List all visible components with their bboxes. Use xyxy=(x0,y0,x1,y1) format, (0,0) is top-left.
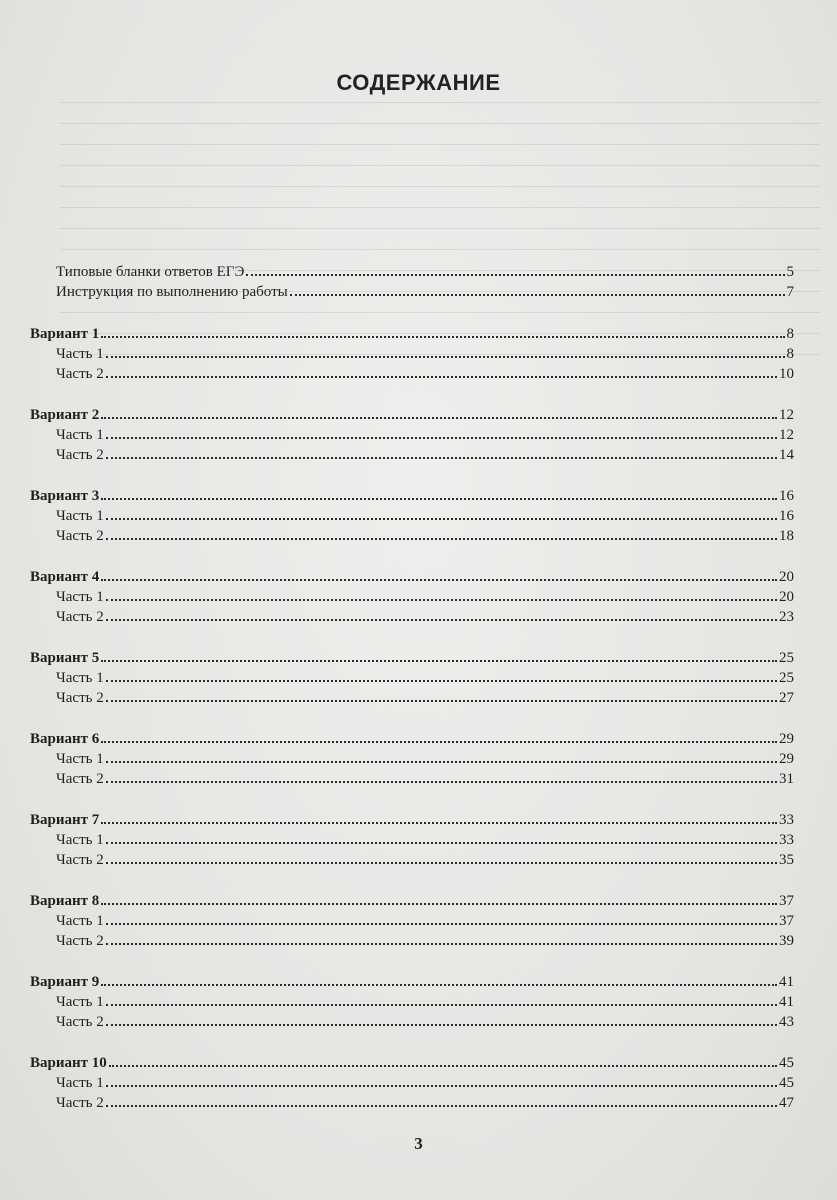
dot-leader xyxy=(106,1105,777,1107)
dot-leader xyxy=(106,943,777,945)
toc-entry-label: Часть 1 xyxy=(56,751,104,767)
toc-entry-page: 18 xyxy=(779,528,794,544)
dot-leader xyxy=(106,538,777,540)
toc-entry-part[interactable] xyxy=(30,425,794,445)
section-gap xyxy=(30,302,794,324)
dot-leader xyxy=(101,822,777,824)
toc-entry-label: Часть 1 xyxy=(56,994,104,1010)
dot-leader xyxy=(101,903,777,905)
toc-entry-label: Часть 2 xyxy=(56,771,104,787)
toc-entry-part[interactable] xyxy=(30,688,794,708)
toc-entry-page: 47 xyxy=(779,1095,794,1111)
toc-entry-page: 29 xyxy=(779,731,794,747)
section-gap xyxy=(30,951,794,972)
toc-entry-part[interactable] xyxy=(30,1012,794,1032)
toc-entry-label: Часть 1 xyxy=(56,346,104,362)
toc-entry-page: 10 xyxy=(779,366,794,382)
dot-leader xyxy=(106,457,777,459)
toc-entry-page: 41 xyxy=(779,994,794,1010)
dot-leader xyxy=(106,437,777,439)
section-gap xyxy=(30,789,794,810)
dot-leader xyxy=(106,923,777,925)
toc-entry-label: Часть 1 xyxy=(56,832,104,848)
toc-entry-label: Часть 1 xyxy=(56,1075,104,1091)
toc-entry-variant[interactable] xyxy=(30,972,794,992)
toc-entry-variant[interactable] xyxy=(30,486,794,506)
toc-entry-page: 25 xyxy=(779,650,794,666)
toc-entry-page: 29 xyxy=(779,751,794,767)
toc-entry-part[interactable] xyxy=(30,850,794,870)
toc-entry-label: Вариант 9 xyxy=(30,974,100,990)
toc-entry-part[interactable] xyxy=(30,992,794,1012)
toc-entry-page: 43 xyxy=(779,1014,794,1030)
toc-entry-label: Вариант 4 xyxy=(30,569,100,585)
dot-leader xyxy=(101,498,777,500)
dot-leader xyxy=(106,680,777,682)
toc-entry-part[interactable] xyxy=(30,506,794,526)
dot-leader xyxy=(106,842,777,844)
toc-entry-variant[interactable] xyxy=(30,1053,794,1073)
variants-list xyxy=(30,302,794,1113)
toc-entry-page: 25 xyxy=(779,670,794,686)
toc-entry-page: 33 xyxy=(779,832,794,848)
toc-entry-label: Часть 2 xyxy=(56,609,104,625)
toc-entry-part[interactable] xyxy=(30,445,794,465)
toc-entry-part[interactable] xyxy=(30,668,794,688)
dot-leader xyxy=(101,417,777,419)
dot-leader xyxy=(106,376,777,378)
toc-entry-label: Часть 2 xyxy=(56,1014,104,1030)
toc-entry-label: Часть 1 xyxy=(56,913,104,929)
toc-entry-page: 45 xyxy=(779,1055,794,1071)
toc-entry-page: 45 xyxy=(779,1075,794,1091)
dot-leader xyxy=(106,599,777,601)
toc-entry-label: Часть 2 xyxy=(56,1095,104,1111)
toc-entry-label: Вариант 1 xyxy=(30,326,100,342)
toc-entry-label: Часть 2 xyxy=(56,690,104,706)
toc-entry-label: Вариант 5 xyxy=(30,650,100,666)
toc-entry-part[interactable] xyxy=(30,364,794,384)
toc-entry-label: Типовые бланки ответов ЕГЭ xyxy=(56,264,245,280)
toc-entry-label: Вариант 6 xyxy=(30,731,100,747)
dot-leader xyxy=(106,518,777,520)
toc-entry-part[interactable] xyxy=(30,526,794,546)
toc-entry-variant[interactable] xyxy=(30,891,794,911)
toc-entry-instructions[interactable] xyxy=(30,282,794,302)
toc-entry-page: 20 xyxy=(779,569,794,585)
section-gap xyxy=(30,870,794,891)
toc-entry-label: Часть 2 xyxy=(56,528,104,544)
dot-leader xyxy=(106,1024,777,1026)
toc-entry-page: 33 xyxy=(779,812,794,828)
dot-leader xyxy=(106,700,777,702)
toc-entry-answer-forms[interactable] xyxy=(30,262,794,282)
toc-entry-part[interactable] xyxy=(30,911,794,931)
toc-entry-label: Часть 1 xyxy=(56,508,104,524)
dot-leader xyxy=(106,619,777,621)
dot-leader xyxy=(246,274,784,276)
dot-leader xyxy=(106,1085,777,1087)
toc-entry-variant[interactable] xyxy=(30,324,794,344)
dot-leader xyxy=(106,1004,777,1006)
toc-entry-variant[interactable] xyxy=(30,810,794,830)
toc-entry-page: 16 xyxy=(779,488,794,504)
toc-entry-label: Вариант 8 xyxy=(30,893,100,909)
toc-entry-page: 5 xyxy=(786,264,794,280)
section-gap xyxy=(30,546,794,567)
dot-leader xyxy=(109,1065,777,1067)
section-gap xyxy=(30,384,794,405)
page-number: 3 xyxy=(414,1134,423,1153)
dot-leader xyxy=(106,761,777,763)
toc-entry-page: 41 xyxy=(779,974,794,990)
table-of-contents xyxy=(30,262,794,1113)
dot-leader xyxy=(101,336,784,338)
page-title: СОДЕРЖАНИЕ xyxy=(336,70,501,95)
toc-entry-label: Вариант 3 xyxy=(30,488,100,504)
toc-entry-page: 12 xyxy=(779,427,794,443)
toc-entry-page: 27 xyxy=(779,690,794,706)
toc-entry-variant[interactable] xyxy=(30,729,794,749)
dot-leader xyxy=(106,862,777,864)
toc-entry-page: 12 xyxy=(779,407,794,423)
toc-entry-label: Часть 2 xyxy=(56,852,104,868)
toc-entry-page: 31 xyxy=(779,771,794,787)
dot-leader xyxy=(106,356,785,358)
toc-entry-label: Часть 1 xyxy=(56,589,104,605)
dot-leader xyxy=(290,294,785,296)
toc-entry-label: Часть 1 xyxy=(56,670,104,686)
toc-entry-variant[interactable] xyxy=(30,405,794,425)
toc-entry-label: Вариант 10 xyxy=(30,1055,107,1071)
section-gap xyxy=(30,627,794,648)
toc-entry-page: 35 xyxy=(779,852,794,868)
toc-entry-page: 23 xyxy=(779,609,794,625)
toc-entry-part[interactable] xyxy=(30,769,794,789)
toc-entry-page: 16 xyxy=(779,508,794,524)
toc-entry-page: 8 xyxy=(786,346,794,362)
dot-leader xyxy=(101,741,777,743)
toc-entry-part[interactable] xyxy=(30,344,794,364)
toc-entry-page: 7 xyxy=(786,284,794,300)
toc-entry-label: Вариант 7 xyxy=(30,812,100,828)
toc-entry-part[interactable] xyxy=(30,607,794,627)
dot-leader xyxy=(101,984,777,986)
dot-leader xyxy=(101,660,777,662)
toc-entry-part[interactable] xyxy=(30,1093,794,1113)
toc-entry-page: 8 xyxy=(786,326,794,342)
section-gap xyxy=(30,708,794,729)
section-gap xyxy=(30,1032,794,1053)
toc-entry-page: 39 xyxy=(779,933,794,949)
toc-entry-variant[interactable] xyxy=(30,567,794,587)
toc-entry-label: Вариант 2 xyxy=(30,407,100,423)
toc-entry-page: 37 xyxy=(779,913,794,929)
toc-entry-page: 37 xyxy=(779,893,794,909)
section-gap xyxy=(30,465,794,486)
dot-leader xyxy=(101,579,777,581)
toc-entry-page: 20 xyxy=(779,589,794,605)
toc-entry-label: Часть 2 xyxy=(56,447,104,463)
toc-entry-part[interactable] xyxy=(30,587,794,607)
toc-entry-page: 14 xyxy=(779,447,794,463)
dot-leader xyxy=(106,781,777,783)
toc-entry-part[interactable] xyxy=(30,830,794,850)
toc-entry-part[interactable] xyxy=(30,1073,794,1093)
toc-entry-label: Часть 2 xyxy=(56,366,104,382)
toc-entry-label: Часть 1 xyxy=(56,427,104,443)
toc-entry-label: Часть 2 xyxy=(56,933,104,949)
toc-entry-part[interactable] xyxy=(30,931,794,951)
toc-entry-variant[interactable] xyxy=(30,648,794,668)
toc-entry-part[interactable] xyxy=(30,749,794,769)
toc-entry-label: Инструкция по выполнению работы xyxy=(56,284,288,300)
